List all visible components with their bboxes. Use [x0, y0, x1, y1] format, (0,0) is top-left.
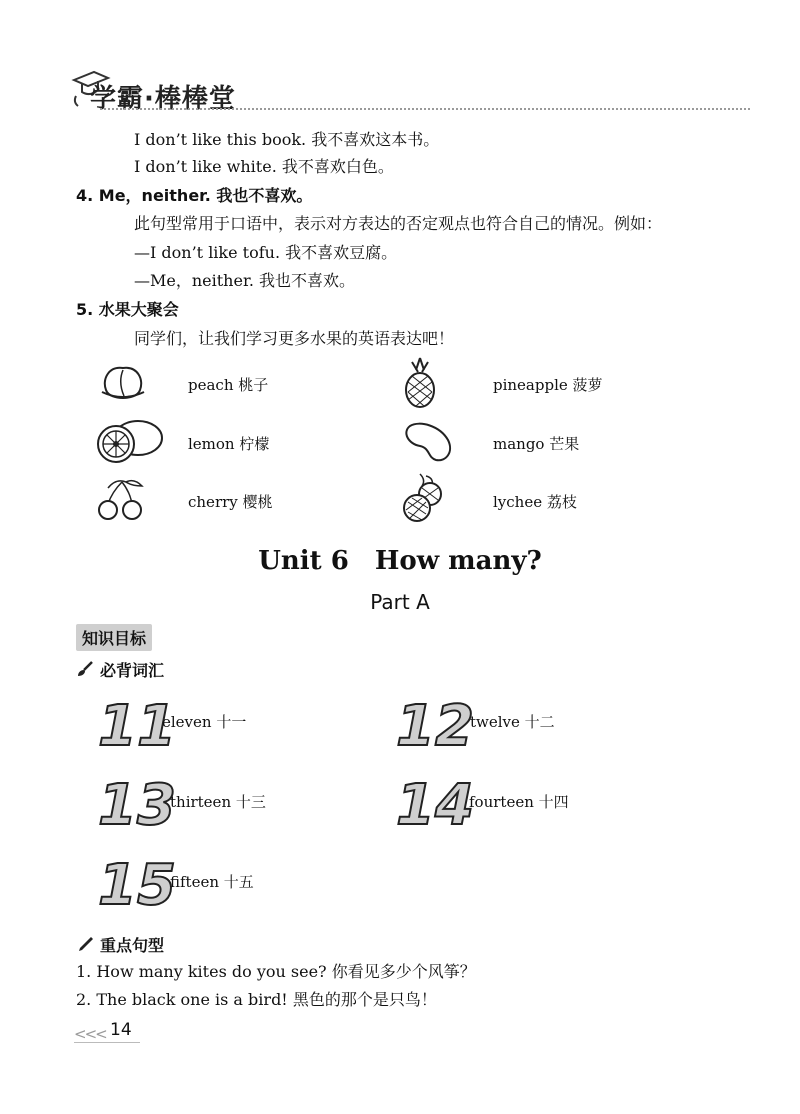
key-sentence-2: 2. The black one is a bird! 黑色的那个是只鸟！ — [76, 990, 437, 1009]
number-11-text: 11 — [98, 694, 176, 759]
pineapple-icon — [398, 356, 442, 410]
number-11-graphic — [96, 693, 176, 759]
dialogue-line-2: —Me，neither. 我也不喜欢。 — [134, 271, 356, 290]
unit-title: Unit 6 How many? — [258, 546, 542, 576]
fruit-label-peach: peach 桃子 — [188, 376, 269, 394]
page-arrows-icon: <<< — [74, 1025, 106, 1043]
example-line-2: I don’t like white. 我不喜欢白色。 — [134, 157, 394, 176]
number-word-11: eleven 十一 — [162, 713, 247, 731]
lychee-icon — [400, 472, 446, 524]
number-12-graphic — [394, 693, 474, 759]
fruit-label-cherry: cherry 樱桃 — [188, 493, 273, 511]
fruit-label-mango: mango 芒果 — [493, 435, 580, 453]
footer-divider — [74, 1042, 140, 1043]
header-divider — [100, 108, 750, 110]
brand-title: 学霸·棒棒堂 — [90, 84, 236, 114]
number-14-graphic — [394, 772, 474, 838]
goal-badge: 知识目标 — [76, 624, 152, 651]
lemon-icon — [96, 418, 166, 466]
page-number: 14 — [110, 1020, 132, 1040]
explanation-line: 此句型常用于口语中，表示对方表达的否定观点也符合自己的情况。例如： — [134, 214, 663, 233]
fruit-label-lemon: lemon 柠檬 — [188, 435, 270, 453]
section-heading-4: 4. Me，neither. 我也不喜欢。 — [76, 186, 313, 205]
key-sentence-1: 1. How many kites do you see? 你看见多少个风筝？ — [76, 962, 476, 981]
number-13-text: 13 — [98, 773, 176, 838]
vocab-heading: 必背词汇 — [100, 661, 165, 680]
example-line-1: I don’t like this book. 我不喜欢这本书。 — [134, 130, 440, 149]
part-title: Part A — [370, 590, 430, 614]
number-13-graphic — [96, 772, 176, 838]
fruit-intro-line: 同学们，让我们学习更多水果的英语表达吧！ — [134, 329, 455, 348]
section-heading-5: 5. 水果大聚会 — [76, 300, 179, 319]
fruit-label-lychee: lychee 荔枝 — [493, 493, 577, 511]
number-word-12: twelve 十二 — [470, 713, 555, 731]
page-header — [70, 64, 730, 114]
dialogue-line-1: —I don’t like tofu. 我不喜欢豆腐。 — [134, 243, 398, 262]
fruit-label-pineapple: pineapple 菠萝 — [493, 376, 603, 394]
mango-icon — [400, 418, 454, 464]
number-15-graphic — [96, 852, 176, 918]
number-word-14: fourteen 十四 — [469, 793, 569, 811]
number-14-text: 14 — [396, 773, 474, 838]
number-word-13: thirteen 十三 — [170, 793, 266, 811]
pen-icon — [76, 935, 94, 953]
number-15-text: 15 — [98, 853, 176, 918]
cherry-icon — [96, 476, 146, 522]
number-12-text: 12 — [396, 694, 474, 759]
sentence-heading: 重点句型 — [100, 936, 165, 955]
number-word-15: fifteen 十五 — [170, 873, 254, 891]
brush-icon — [76, 660, 94, 678]
peach-icon — [98, 362, 148, 402]
